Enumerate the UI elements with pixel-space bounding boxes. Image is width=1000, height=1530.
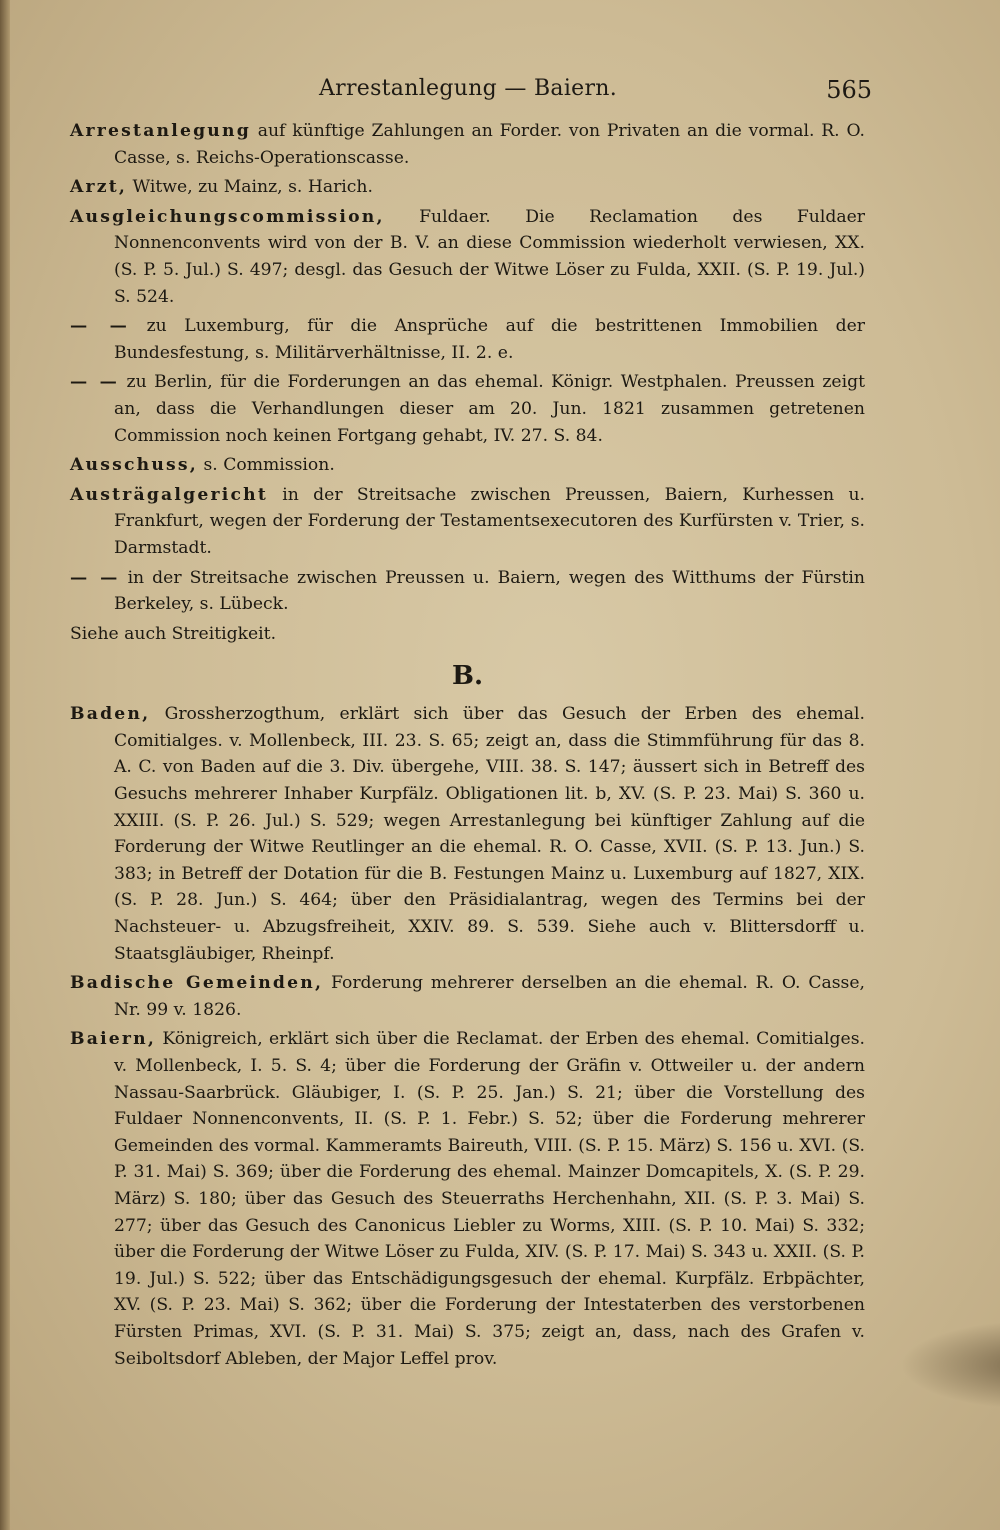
page-number: 565 [826, 76, 872, 104]
entry-keyword: Ausgleichungscommission, [70, 206, 385, 227]
page-header [68, 76, 872, 110]
running-head: Arrestanlegung — Baiern. [318, 76, 618, 101]
entry-text: Forderung mehrerer derselben an die ehemal. R. O. Casse, Nr. 99 v. 1826. [114, 973, 865, 1020]
entry-keyword: Badische Gemeinden, [70, 973, 324, 994]
entry-text: Witwe, zu Mainz, s. Harich. [127, 177, 373, 198]
index-entry [70, 565, 865, 618]
entry-keyword: — — [70, 567, 120, 588]
entry-keyword: Baiern, [70, 1029, 157, 1050]
entry-text: zu Luxemburg, für die Ansprüche auf die bestrittenen Immobilien der Bundesfestung, s. Militärverhältnisse, II. 2. e. [114, 316, 865, 363]
index-entry [70, 313, 865, 366]
index-entry-see-also [70, 621, 865, 648]
entry-text: in der Streitsache zwischen Preussen, Baiern, Kurhessen u. Frankfurt, wegen der Forderung der Testamentsexecutoren des Kurfürsten v. Trier, s. Darmstadt. [114, 484, 865, 558]
entry-keyword: Arzt, [70, 177, 128, 198]
index-content [70, 118, 865, 1375]
entry-text: in der Streitsache zwischen Preussen u. Baiern, wegen des Witthums der Fürstin Berkeley, s. Lübeck. [114, 567, 865, 615]
entry-text: auf künftige Zahlungen an Forder. von Privaten an die vormal. R. O. Casse, s. Reichs-Operationscasse. [114, 121, 865, 168]
index-entry [70, 174, 865, 201]
entry-keyword: Arrestanlegung [70, 121, 251, 141]
index-entry [70, 452, 865, 479]
entry-text: zu Berlin, für die Forderungen an das ehemal. Königr. Westphalen. Preussen zeigt an, dass die Verhandlungen dieser am 20. Jun. 1821 zusammen getretenen Commission noch keinen Fortgang gehabt, IV. 27. S. 84. [114, 372, 865, 446]
entry-text: Fuldaer. Die Reclamation des Fuldaer Nonnenconvents wird von der B. V. an diese Commission wiederholt verwiesen, XX. (S. P. 5. Jul.) S. 497; desgl. das Gesuch der Witwe Löser zu Fulda, XXII. (S. P. 19. Jul.) S. 524. [114, 206, 865, 307]
entry-keyword: Austrägalgericht [70, 484, 268, 505]
entry-text: Königreich, erklärt sich über die Reclamat. der Erben des ehemal. Comitialges. v. Mollenbeck, I. 5. S. 4; über die Forderung der Gräfin v. Ottweiler u. der andern Nassau-Saarbrück. Gläubiger, I. (S. P. 25. Jan.) S. 21; über die Vorstellung des Fuldaer Nonnenconvents, II. (S. P. 1. Febr.) S. 52; über die Forderung mehrerer Gemeinden des vormal. Kammeramts Baireuth, VIII. (S. P. 15. März) S. 156 u. XVI. (S. P. 31. Mai) S. 369; über die Forderung des ehemal. Mainzer Domcapitels, X. (S. P. 29. März) S. 180; über das Gesuch des Steuerraths Herchenhahn, XII. (S. P. 3. Mai) S. 277; über das Gesuch des Canonicus Liebler zu Worms, XIII. (S. P. 10. Mai) S. 332; über die Forderung der Witwe Löser zu Fulda, XIV. (S. P. 17. Mai) S. 343 u. XXII. (S. P. 19. Jul.) S. 522; über das Entschädigungsgesuch der ehemal. Kurpfälz. Erbpächter, XV. (S. P. 23. Mai) S. 362; über die Forderung der Intestaterben des verstorbenen Fürsten Primas, XVI. (S. P. 31. Mai) S. 375; zeigt an, dass, nach des Grafen v. Seiboltsdorf Ableben, der Major Leffel prov. [114, 1029, 865, 1369]
section-letter: B. [451, 661, 484, 692]
index-entry [70, 118, 865, 171]
scan-shadow [900, 1320, 1000, 1410]
entry-text: Grossherzogthum, erklärt sich über das Gesuch der Erben des ehemal. Comitialges. v. Mollenbeck, III. 23. S. 65; zeigt an, dass die Stimmführung für das 8. A. C. von Baden auf die 3. Div. übergehe, VIII. 38. S. 147; äussert sich in Betreff des Gesuchs mehrerer Inhaber Kurpfälz. Obligationen lit. b, XV. (S. P. 23. Mai) S. 360 u. XXIII. (S. P. 26. Jul.) S. 529; wegen Arrestanlegung bei künftiger Zahlung auf die Forderung der Witwe Reutlinger an die ehemal. R. O. Casse, XVII. (S. P. 13. Jun.) S. 383; in Betreff der Dotation für die B. Festungen Mainz u. Luxemburg auf 1827, XIX. (S. P. 28. Jun.) S. 464; über den Präsidialantrag, wegen des Termins bei der Nachsteuer- u. Abzugsfreiheit, XXIV. 89. S. 539. Siehe auch v. Blittersdorff u. Staatsgläubiger, Rheinpf. [114, 704, 865, 964]
entry-text: Siehe auch Streitigkeit. [70, 623, 277, 644]
index-entry [70, 970, 865, 1023]
index-entry [70, 701, 865, 967]
entry-keyword: — — [70, 372, 120, 393]
index-entry [70, 1026, 865, 1372]
index-entry [70, 204, 865, 310]
index-entry [70, 482, 865, 562]
index-entry [70, 369, 865, 449]
entry-keyword: — — [70, 316, 130, 337]
page-edge [0, 0, 10, 1530]
entry-keyword: Baden, [70, 704, 151, 725]
entry-keyword: Ausschuss, [70, 455, 198, 476]
entry-text: s. Commission. [197, 455, 335, 476]
